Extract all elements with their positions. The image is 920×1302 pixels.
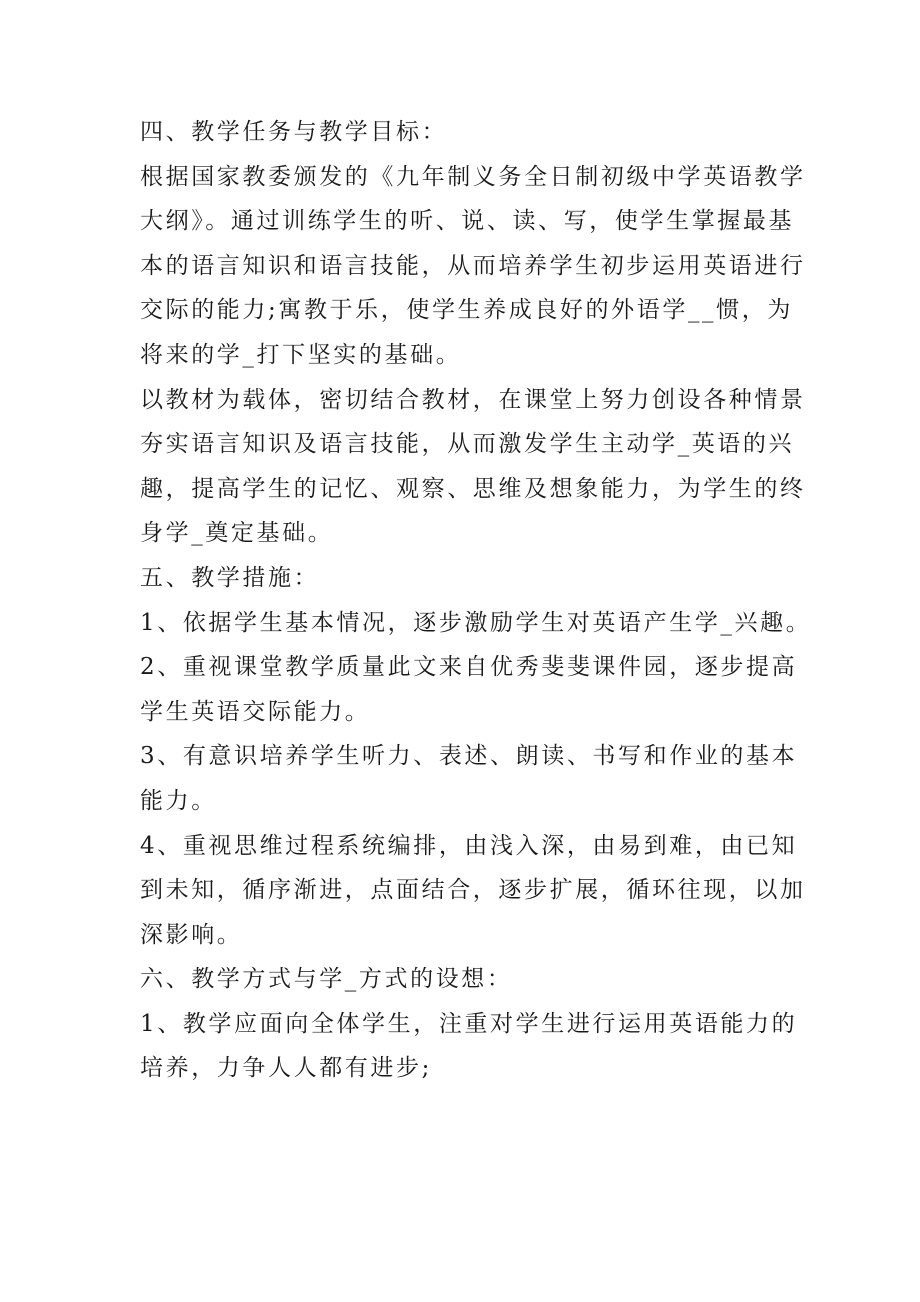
list-item-1: 1、教学应面向全体学生，注重对学生进行运用英语能力的 <box>140 1010 798 1037</box>
text-line: 能力。 <box>140 787 217 814</box>
text-line: 深影响。 <box>140 921 243 948</box>
text-line: 夯实语言知识及语言技能，从而激发学生主动学_英语的兴 <box>140 431 795 458</box>
document-body <box>140 110 812 1091</box>
section-heading-5: 五、教学措施： <box>140 564 320 591</box>
list-item-3: 3、有意识培养学生听力、表述、朗读、书写和作业的基本 <box>140 743 798 770</box>
text-line: 交际的能力;寓教于乐，使学生养成良好的外语学__惯，为 <box>140 297 793 324</box>
text-line: 身学_奠定基础。 <box>140 520 334 547</box>
text-line: 到未知，循序渐进，点面结合，逐步扩展，循环往现，以加 <box>140 877 806 904</box>
text-line: 根据国家教委颁发的《九年制义务全日制初级中学英语教学 <box>140 163 806 190</box>
text-line: 趣，提高学生的记忆、观察、思维及想象能力，为学生的终 <box>140 475 806 502</box>
text-line: 学生英语交际能力。 <box>140 698 371 725</box>
section-heading-4: 四、教学任务与教学目标： <box>140 119 448 145</box>
text-line: 本的语言知识和语言技能，从而培养学生初步运用英语进行 <box>140 252 806 279</box>
text-line: 培养，力争人人都有进步; <box>140 1055 432 1082</box>
list-item-2: 2、重视课堂教学质量此文来自优秀斐斐课件园，逐步提高 <box>140 654 798 681</box>
text-line: 大纲》。通过训练学生的听、说、读、写，使学生掌握最基 <box>140 208 795 235</box>
list-item-1: 1、依据学生基本情况，逐步激励学生对英语产生学_兴趣。 <box>140 609 812 636</box>
text-line: 以教材为载体，密切结合教材，在课堂上努力创设各种情景 <box>140 386 806 413</box>
text-line: 将来的学_打下坚实的基础。 <box>140 341 462 368</box>
list-item-4: 4、重视思维过程系统编排，由浅入深，由易到难，由已知 <box>140 832 798 859</box>
section-heading-6: 六、教学方式与学_方式的设想： <box>140 966 513 993</box>
